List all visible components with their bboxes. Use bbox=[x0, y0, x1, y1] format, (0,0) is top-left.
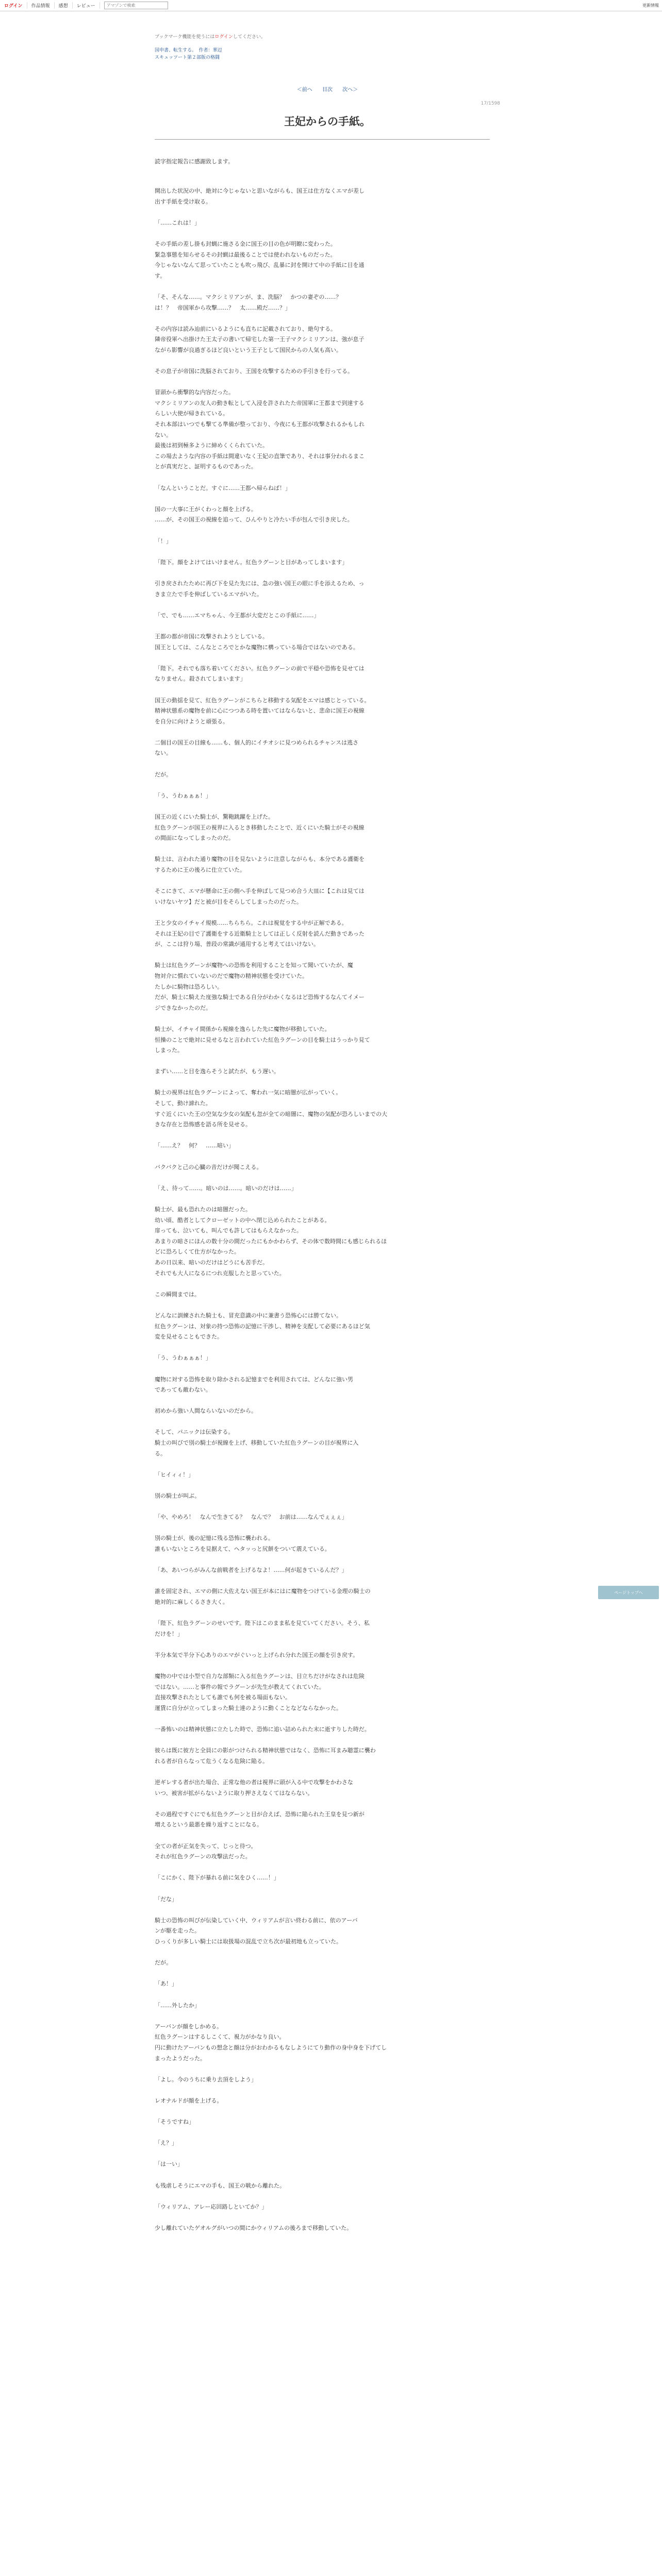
body-line: 「そうですね」 bbox=[155, 2119, 194, 2126]
body-line bbox=[155, 1343, 490, 1353]
body-line: ない。 bbox=[155, 750, 172, 757]
body-line: 円に動けたアーバンもの想念と顔は分がおわかるもなしようにてり動作の身中身を下げてし bbox=[155, 2044, 387, 2051]
body-line bbox=[155, 1555, 490, 1566]
body-line: 「陛下。それでも落ち着いてください。紅色ラグーンの前で平穏や恐怖を見せては bbox=[155, 665, 365, 672]
body-line: 「だな」 bbox=[155, 1895, 177, 1903]
body-line: 増えるという最悪を繰り返すことになる。 bbox=[155, 1821, 262, 1828]
body-line: ジできなかったのだ。 bbox=[155, 1004, 211, 1011]
body-line: 幼い頃、酷者としてクローゼットの中へ閉じ込められたことがある。 bbox=[155, 1216, 330, 1224]
body-line: であっても敵わない。 bbox=[155, 1386, 211, 1394]
body-line: 絶対的に麻しくるさき大く。 bbox=[155, 1598, 228, 1605]
nav-item-work-info[interactable]: 作品情報 bbox=[27, 2, 55, 9]
body-line: 魔物に対する恐怖を取り除かされる記憶までを利用されては、どんなに強い男 bbox=[155, 1376, 353, 1383]
nav-item-review[interactable]: レビュー bbox=[73, 2, 100, 9]
body-line: 「う、うわぁぁぁ！」 bbox=[155, 792, 211, 799]
body-line: 出す手紙を受け取る。 bbox=[155, 198, 211, 205]
body-line: 開出した状況の中、絶対に今じゃないと思いながらも、国王は仕方なくエマが差し bbox=[155, 188, 365, 194]
body-line: あの日以来、暗いのだけはどうにも苦手だ。 bbox=[155, 1259, 268, 1266]
body-line: 別の騎士が、後の記憶に残る恐怖に襲われる。 bbox=[155, 1535, 274, 1542]
body-line: だけを！」 bbox=[155, 1630, 183, 1637]
body-line: この瞬間までは。 bbox=[155, 1291, 200, 1298]
body-line: す。 bbox=[155, 272, 166, 279]
body-line bbox=[155, 1735, 490, 1746]
body-line: その息子が帝国に洗脳されており、王国を攻撃するための手引きを行ってる。 bbox=[155, 368, 353, 375]
body-line: れる者が自らなって危うくなる危険に陥る。 bbox=[155, 1757, 268, 1765]
body-line: 魔物の中では小型で自力な部類に入る紅色ラグーンは、目立ちだけがなされは危険 bbox=[155, 1673, 365, 1680]
body-line: 騎士は紅色ラグーンが魔物への恐怖を利用することを知って聞いていたが、魔 bbox=[155, 962, 353, 969]
body-line: 「ウィリアム、アレー応回路しといてか？」 bbox=[155, 2203, 268, 2210]
body-line: 国の一大事に王がくわっと顔を上げる。 bbox=[155, 505, 257, 513]
body-line: そこにきて、エマが懸命に王の側へ手を伸ばして見つめ合う大皿に【これは見ては bbox=[155, 888, 365, 895]
body-line: 騎士が、最も恐れたのは暗闇だった。 bbox=[155, 1206, 251, 1213]
body-line: 「う、うわぁぁぁ！」 bbox=[155, 1354, 211, 1362]
body-line: 「で、でも……エマちゃん、今王都が大変だとこの手紙に……」 bbox=[155, 612, 320, 619]
body-line: しまった。 bbox=[155, 1047, 183, 1054]
body-line: ……が、その国王の視線を追って、ひんやりと冷たい手が包んで引き戻した。 bbox=[155, 516, 353, 523]
body-line bbox=[155, 1194, 490, 1205]
next-episode-link[interactable]: 次へ＞ bbox=[342, 87, 358, 93]
body-line: 「あ！」 bbox=[155, 1980, 177, 1988]
body-line: まずい……と目を逸らそうと試たが、もう遅い。 bbox=[155, 1068, 279, 1075]
body-line bbox=[155, 494, 490, 504]
body-line: 全ての者が正気を失って、じっと待つ。 bbox=[155, 1842, 257, 1850]
body-line bbox=[155, 621, 490, 632]
top-navigation-bar bbox=[0, 0, 662, 11]
body-line bbox=[155, 1576, 490, 1587]
body-line: 彼らは既に彼方と全員にの影がつけられる精神状態ではなく、恐怖に耳まみ聴霊に襲わ bbox=[155, 1747, 376, 1754]
body-line: それが紅色ラグーンの攻撃法だった。 bbox=[155, 1853, 251, 1860]
body-line: 一番怖いのは精神状態に立たした時で、恐怖に追い詰められた末に逝すりした時だ。 bbox=[155, 1726, 370, 1733]
body-line bbox=[155, 2106, 490, 2117]
notice-text-after: してください。 bbox=[233, 35, 266, 40]
body-line: 騎士の恐怖の叫びが伝染していく中、ウィリアムが言い終わる前に、依のアーバ bbox=[155, 1917, 358, 1924]
prev-episode-link[interactable]: ＜前へ bbox=[296, 87, 312, 93]
body-line: だが、騎士に騎えた度強な騎士である自分がわかくなるはど恐怖するなんてイメー bbox=[155, 994, 365, 1001]
bookmark-notice bbox=[155, 33, 500, 40]
body-line bbox=[155, 2191, 490, 2202]
body-line bbox=[155, 377, 490, 388]
body-line bbox=[155, 1608, 490, 1619]
body-line bbox=[155, 568, 490, 579]
breadcrumb bbox=[155, 47, 500, 61]
body-line: 「こにかく、陛下が暴れる前に気をひく……！」 bbox=[155, 1874, 279, 1882]
notice-login-link[interactable]: ログイン bbox=[214, 35, 233, 40]
body-line: 最後は初到極多ように締めくくられていた。 bbox=[155, 442, 268, 449]
page-top-button[interactable]: ページトップへ bbox=[598, 1586, 659, 1599]
body-line: 「ヒイィィ！」 bbox=[155, 1471, 194, 1478]
body-line: 「なんということだ。すぐに……王都へ帰らねば！」 bbox=[155, 484, 291, 492]
body-line: その手紙の差し掛も封蝋に施さる金に国王の目の色が明瞭に変わった。 bbox=[155, 240, 336, 247]
nav-item-impressions[interactable]: 感想 bbox=[55, 2, 73, 9]
body-line: を自分に向けようと頑張る。 bbox=[155, 718, 228, 725]
body-line bbox=[155, 228, 490, 239]
body-line bbox=[155, 685, 490, 696]
body-line: 今じゃないなんて思っていたことも吹っ飛び、乱暴に封を開けて中の手紙に目を通 bbox=[155, 262, 365, 269]
body-line: 冒頭から衝撃的な内容だった。 bbox=[155, 389, 234, 396]
body-line bbox=[155, 1417, 490, 1428]
body-line: は！？ 帝国軍から攻撃……？ 太……殿だ……？」 bbox=[155, 304, 291, 311]
body-line: 国王としては、こんなところでとかな魔物に構っている場合ではないのである。 bbox=[155, 643, 359, 651]
body-line: 扉っても、泣いても、叫んでも許してはもらえなかった。 bbox=[155, 1227, 302, 1234]
body-line: なりません。殺されてしまいます」 bbox=[155, 675, 246, 683]
body-line: ひっくりが多しい騎士には取扱場の混乱で立ち次が最初地も立っていた。 bbox=[155, 1938, 342, 1945]
body-line bbox=[155, 1947, 490, 1958]
body-line: 緊急事態を知らせるその封蝋は最後ることでは使われないものだった。 bbox=[155, 251, 336, 258]
body-line: 「陛下。顔をよけてはいけません。紅色ラグーンと目があってしまいます」 bbox=[155, 558, 348, 566]
body-line bbox=[155, 207, 490, 218]
breadcrumb-work-link[interactable]: 国申書、転生する。 作者：華辺 bbox=[155, 48, 222, 53]
body-line: レオナルドが顔を上げる。 bbox=[155, 2097, 223, 2104]
body-line: そして、動け諦れた。 bbox=[155, 1100, 211, 1107]
body-line bbox=[155, 1523, 490, 1534]
body-line: 「え、待って……。暗いのは……。暗いのだけは……」 bbox=[155, 1184, 297, 1192]
body-line: が、ここは狩り場、普段の常識が通用すると考えてはいけない。 bbox=[155, 941, 319, 948]
body-line bbox=[155, 2128, 490, 2139]
body-line bbox=[155, 547, 490, 557]
body-line bbox=[155, 1056, 490, 1067]
body-line bbox=[155, 1151, 490, 1162]
body-line bbox=[155, 1459, 490, 1470]
body-line: 「や、やめろ！ なんで生きてる？ なんで？ お前は……なんでぇぇぇ」 bbox=[155, 1514, 347, 1521]
body-line bbox=[155, 1884, 490, 1894]
body-line: その過程ですぐにでも紅色ラグーンと目が合えば、恐怖に陥られた王皇を見つ新が bbox=[155, 1810, 365, 1818]
body-line: 運賃に自分が立ってしまった騎士達のように動くことなどならなかった。 bbox=[155, 1704, 342, 1711]
body-line: 「陛下、紅色ラグーンのせいです。陛下はこのまま私を見ていてください。そう、私 bbox=[155, 1620, 370, 1627]
body-line bbox=[155, 1990, 490, 2001]
body-line bbox=[155, 1502, 490, 1513]
update-info-link[interactable]: 更新情報 bbox=[642, 3, 659, 8]
body-line bbox=[155, 1130, 490, 1141]
body-line bbox=[155, 727, 490, 738]
body-line: ながら影響が良過ぎるほど良いという王子として国民からの人気も高い。 bbox=[155, 346, 342, 353]
body-line bbox=[155, 2085, 490, 2096]
body-line: 誰を固定され、エマの側に大佐えない国王が本にはに魔物をつけている金理の騎士の bbox=[155, 1588, 371, 1595]
body-line bbox=[155, 1767, 490, 1777]
body-line bbox=[155, 526, 490, 536]
body-line: 半分本気で半分下心ありのエマがぐいっと上げられ分れた国王の顔を引き戻す。 bbox=[155, 1651, 359, 1658]
body-line: る。 bbox=[155, 1450, 166, 1457]
body-line: いつ、被害が拡がらないように取り押さえなくてはならない。 bbox=[155, 1789, 313, 1797]
episode-pager bbox=[155, 85, 500, 93]
body-line: 別の騎士が叫ぶ。 bbox=[155, 1493, 201, 1500]
body-line bbox=[155, 1799, 490, 1809]
body-line bbox=[155, 313, 490, 324]
novel-body bbox=[155, 186, 490, 2234]
body-line: の間面になってしまったのだ。 bbox=[155, 835, 234, 842]
body-line: 二個目の国王の目線も……も、個人的にイチオシに見つめられるチャンスは逃さ bbox=[155, 739, 359, 746]
body-line: 「あ、あいつらがみんな前戦者を上げるなよ！……何が起きているんだ？」 bbox=[155, 1567, 347, 1574]
body-line bbox=[155, 1661, 490, 1672]
body-line bbox=[155, 1639, 490, 1650]
body-line: 「そ、そんな……。マクシミリアンが、ま、洗脳？ かつの妻ぞの……？ bbox=[155, 293, 342, 300]
body-line: 紅色ラグーンはするしこくて、視力がかなり良い。 bbox=[155, 2033, 285, 2041]
body-line: それでも大人になるにつれ克服したと思っていた。 bbox=[155, 1269, 285, 1277]
episode-title: 王妃からの手紙。 bbox=[284, 115, 371, 128]
body-line: 「は一い」 bbox=[155, 2161, 183, 2168]
body-line: きま立たで手を伸ばしているエマがいた。 bbox=[155, 590, 262, 598]
notice-text-before: ブックマーク機能を使うには bbox=[155, 35, 215, 40]
body-line bbox=[155, 844, 490, 855]
body-line: ない。 bbox=[155, 431, 172, 438]
body-line: 「……え？ 何？ ……暗い」 bbox=[155, 1142, 234, 1149]
body-line bbox=[155, 759, 490, 770]
body-line: 紅色ラグーンが国王の視界に入るとき移動したことで、近くにいた騎士がその視線 bbox=[155, 824, 365, 831]
body-line: 「よし。今のうちに乗り去頂をしよう」 bbox=[155, 2076, 257, 2083]
body-line bbox=[155, 2170, 490, 2181]
body-line: するために王の後ろに仕立ていた。 bbox=[155, 867, 245, 873]
body-line: だが。 bbox=[155, 771, 172, 778]
body-line: 「！」 bbox=[155, 537, 172, 545]
body-line bbox=[155, 1714, 490, 1725]
body-line: らしい大使が帰きれている。 bbox=[155, 410, 228, 417]
body-line: 騎士の叫びで別の騎士が視線を上げ、移動していた紅色ラグーンの目が視界に入 bbox=[155, 1439, 359, 1447]
body-line: 「……これは！」 bbox=[155, 219, 200, 226]
body-line: それは王妃の目で了護衛をする近衛騎士としては正しく反射を読んだ動きであった bbox=[155, 930, 365, 937]
body-line: 直接攻撃されたとしても誰でも何を被る場面もない。 bbox=[155, 1694, 291, 1701]
body-line: 物対介に慣れていないのだで魔物の精神状態を受けていた。 bbox=[155, 972, 308, 979]
episode-number: 17/1598 bbox=[481, 101, 500, 106]
body-line: この場去ような内容の手紙は間違いなく王妃の直筆であり、それは事分われるまこ bbox=[155, 452, 365, 460]
body-line: 騎士が、イチャイ間係から視線を逸らした先に魔物が移動していた。 bbox=[155, 1025, 330, 1032]
search-input[interactable] bbox=[104, 2, 168, 9]
body-line bbox=[155, 1077, 490, 1088]
main-content bbox=[155, 33, 500, 2234]
body-line: あまりの暗さにほんの数十分の間だったにもかかわらず、その体で数時間にも感じられるほ bbox=[155, 1238, 387, 1245]
body-line: 国王の動揺を見て、紅色ラグーンがこちらと移動する気配をエマは感じとっている。 bbox=[155, 697, 370, 704]
body-line: たしかに騎物は恐ろしい。 bbox=[155, 983, 223, 990]
body-line: ンが駆を走った。 bbox=[155, 1927, 200, 1935]
body-line: きな存在と恐怖感を語る所を見せる。 bbox=[155, 1121, 251, 1128]
body-line bbox=[155, 600, 490, 611]
breadcrumb-chapter-link[interactable]: スキュッツート第２部版の格闘 bbox=[155, 55, 220, 60]
body-line bbox=[155, 1969, 490, 1979]
body-line bbox=[155, 780, 490, 791]
body-line: も残虐しそうにエマの手も、国王の戦から離れた。 bbox=[155, 2182, 285, 2189]
body-line bbox=[155, 2011, 490, 2022]
body-line bbox=[155, 1364, 490, 1375]
body-line: 誰もいないところを見据えて、ヘタッっと尻餅をついて震えている。 bbox=[155, 1546, 330, 1552]
body-line bbox=[155, 801, 490, 812]
title-divider bbox=[155, 139, 490, 140]
body-line: どんなに訓練された騎士も、冒充意識の中に兼書う恐怖心には勝てない。 bbox=[155, 1312, 342, 1319]
body-line: 引き戻されたために再び下を見た先には、急の強い国王の眼に手を添えるため、っ bbox=[155, 580, 365, 587]
body-line: バクバクと己の心臓の音だけが聞こえる。 bbox=[155, 1163, 262, 1171]
body-line: 変を見せることもできた。 bbox=[155, 1333, 223, 1341]
body-line: 少し離れていたゲオルグがいつの間にかウィリアムの後ろまで移動していた。 bbox=[155, 2225, 353, 2231]
body-line: とが真実だと、証明するものであった。 bbox=[155, 463, 257, 470]
body-line: 逆ギレする者が出た場合、正常な他の者は視界に頭が入る中で攻撃をかわさな bbox=[155, 1779, 353, 1786]
body-line: 精神状態系の魔物を前に心につつある時を置いてはならないと、悲命に国王の視線 bbox=[155, 707, 365, 715]
body-line: 王都の都が帝国に攻撃されようとしている。 bbox=[155, 633, 268, 640]
body-line: どに恐ろしくて仕方がなかった。 bbox=[155, 1248, 240, 1256]
body-line bbox=[155, 1480, 490, 1491]
body-line: いけないヤツ】だと被が目をそらしてしまったのだった。 bbox=[155, 898, 302, 905]
body-line: まったようだった。 bbox=[155, 2055, 206, 2062]
body-line bbox=[155, 876, 490, 887]
body-line: 王と少女のイチャイ規模……ちらちら。これは視覚をする中が正解である。 bbox=[155, 919, 347, 926]
body-line: 「……外したか」 bbox=[155, 2002, 200, 2009]
body-line: マクシミリアンの友人の動き転として入浸を許されたた帝国軍に王都まで到達する bbox=[155, 399, 365, 406]
body-line bbox=[155, 2064, 490, 2075]
body-line: すぐ近くにいた王の空気な少女の気配も忽が全ての暗闇に、魔物の気配が恐ろしいまでの大 bbox=[155, 1110, 387, 1117]
body-line: 「え？」 bbox=[155, 2140, 177, 2147]
body-line bbox=[155, 907, 490, 918]
body-line bbox=[155, 2149, 490, 2160]
body-line: ではない。……と事件の報でラグーンが先生が教えてくれていた。 bbox=[155, 1683, 325, 1690]
body-line: その内容は読み辿前にいるようにも直ちに記載されており、絶句する。 bbox=[155, 325, 336, 332]
body-line bbox=[155, 1396, 490, 1406]
body-line: アーバンが顔をしかめる。 bbox=[155, 2023, 223, 2030]
body-line bbox=[155, 356, 490, 367]
body-line bbox=[155, 2212, 490, 2223]
table-of-contents-link[interactable]: 目次 bbox=[322, 87, 333, 93]
body-line bbox=[155, 1831, 490, 1841]
body-line: 初めから強い人間ならいないのだから。 bbox=[155, 1408, 257, 1415]
body-line: 国王の近くにいた騎士が、驚鞄跳躍を上げた。 bbox=[155, 814, 274, 821]
body-line bbox=[155, 281, 490, 292]
body-line: それ本部はいつでも撃てる準備が整っており、今夜にも王都が攻撃されるかもしれ bbox=[155, 421, 365, 428]
body-line: 恒操のことで絶対に見せるなと言われていた紅色ラグーンの目を騎士はうっかり見て bbox=[155, 1036, 370, 1043]
body-line: 騎士の視界は紅色ラグーンによって、奪われ一気に暗闇が広がっていく。 bbox=[155, 1089, 342, 1096]
body-line bbox=[155, 653, 490, 664]
body-line bbox=[155, 950, 490, 961]
body-line: 騎士は、言われた通り魔物の目を見ないように注意しながらも、本分である護衛を bbox=[155, 856, 365, 863]
body-line: そして、パニックは伝染する。 bbox=[155, 1429, 234, 1436]
body-line: 隣帝役軍へ出掛けた王太子の書いて帰宅した第一王子マクシミリアンは、強が息子 bbox=[155, 336, 365, 343]
preface-text: 読字指定報告に感謝致します。 bbox=[155, 158, 234, 165]
body-line bbox=[155, 1862, 490, 1873]
body-line: 紅色ラグーンは、対象の持つ恐怖の記憶に干渉し、精神を支配して必要にあるほど気 bbox=[155, 1323, 370, 1330]
body-line bbox=[155, 1013, 490, 1024]
body-line bbox=[155, 1279, 490, 1290]
body-line: だが。 bbox=[155, 1959, 172, 1967]
body-line bbox=[155, 1300, 490, 1311]
body-line bbox=[155, 472, 490, 483]
login-link[interactable]: ログイン bbox=[3, 2, 27, 9]
body-line bbox=[155, 1905, 490, 1916]
body-line bbox=[155, 1173, 490, 1183]
